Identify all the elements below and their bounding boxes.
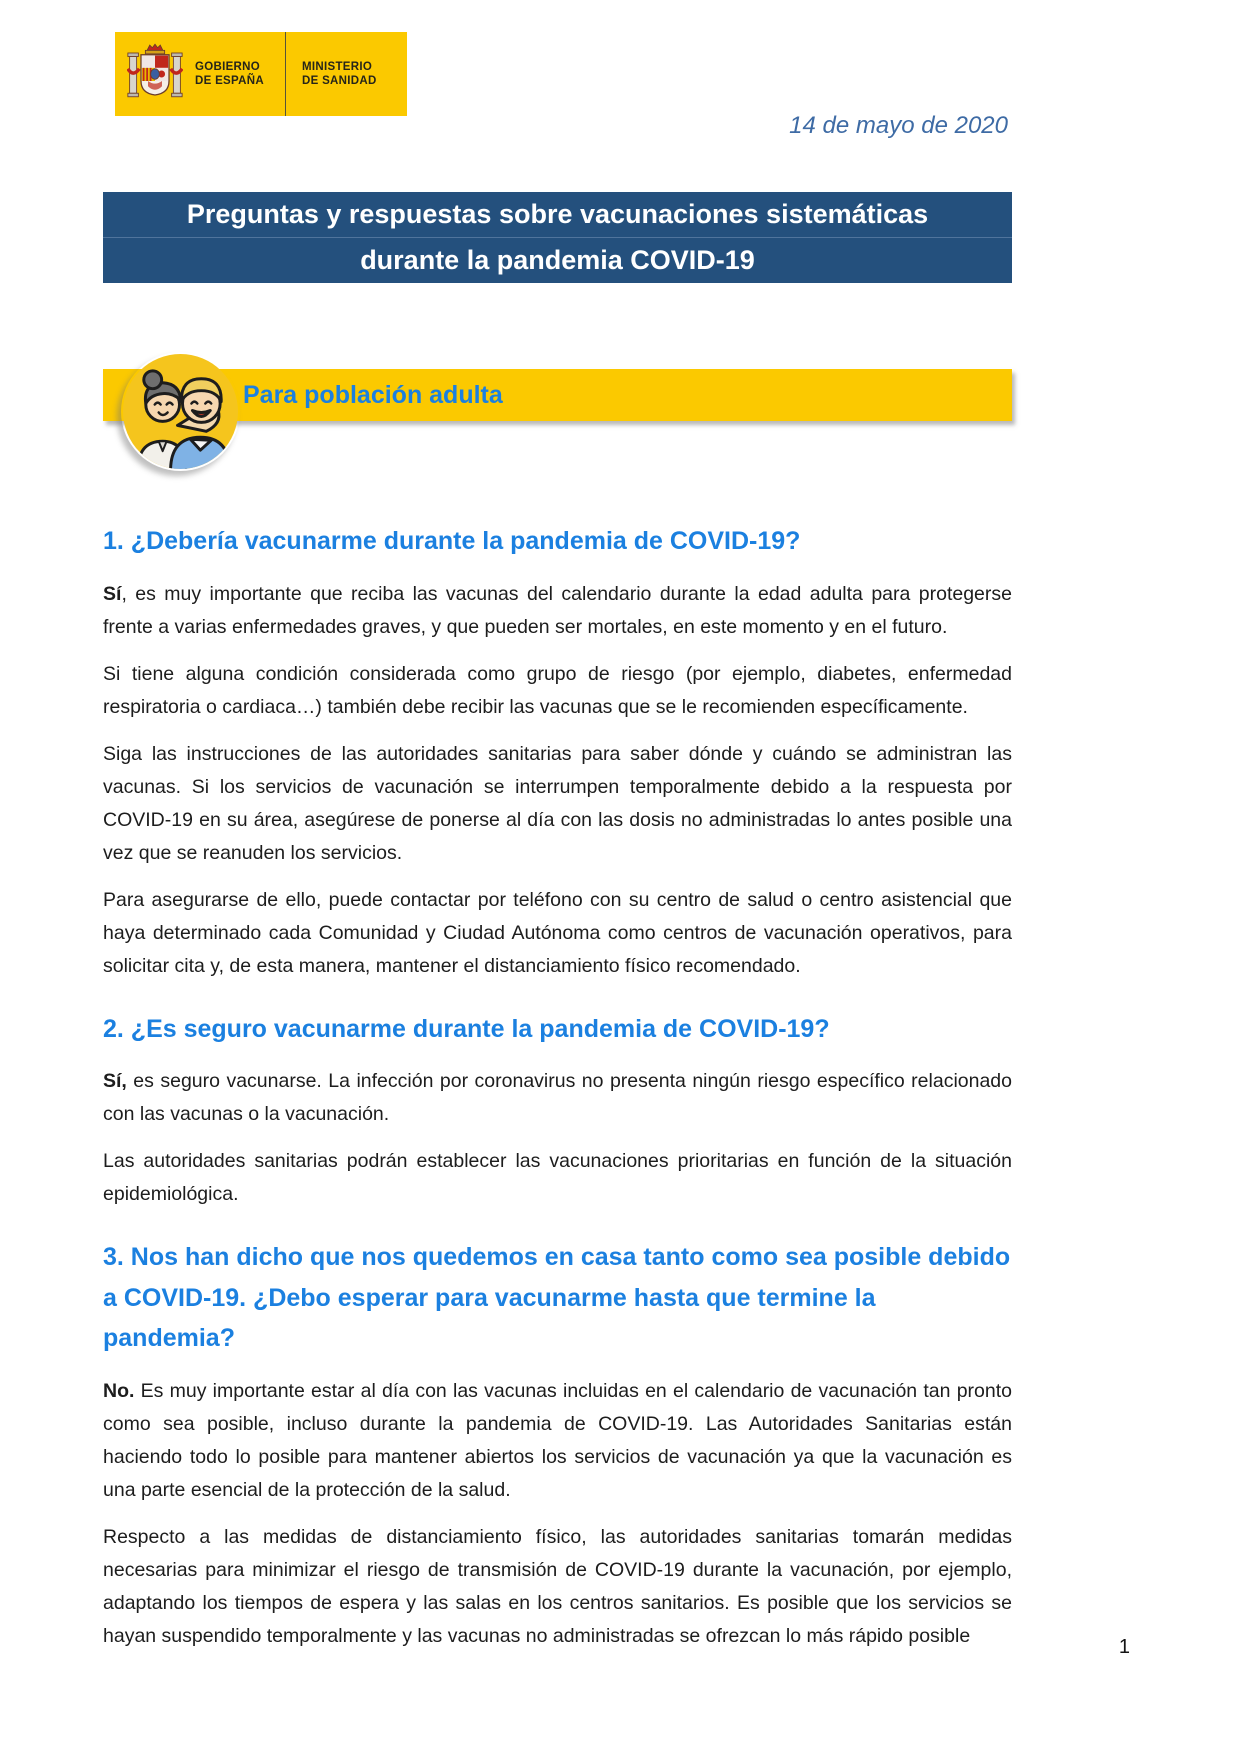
answer-lead: Sí,	[103, 1070, 127, 1092]
answer-paragraph	[103, 658, 1012, 724]
answer-text: es seguro vacunarse. La infección por coronavirus no presenta ningún riesgo específico relacionado con las vacunas o la vacunación.	[103, 1070, 1012, 1125]
question-3-heading: 3. Nos han dicho que nos quedemos en casa tanto como sea posible debido a COVID-19. ¿Debo esperar para vacunarme hasta que termine la pandemia?	[103, 1243, 1011, 1352]
ministerio-line2: DE SANIDAD	[302, 75, 377, 87]
gobierno-label	[195, 60, 283, 88]
answer-text: Respecto a las medidas de distanciamiento físico, las autoridades sanitarias tomarán medidas necesarias para minimizar el riesgo de transmisión de COVID-19 durante la vacunación, por ejemplo, adaptando los tiempos de espera y las salas en los centros sanitarios. Es posible que los servicios se hayan suspendido temporalmente y las vacunas no administradas se ofrezcan lo más rápido posible	[103, 1525, 1012, 1647]
answer-paragraph	[103, 578, 1012, 644]
gobierno-line1: GOBIERNO	[195, 61, 261, 73]
answer-text: Es muy importante estar al día con las vacunas incluidas en el calendario de vacunación tan pronto como sea posible, incluso durante la pandemia de COVID-19. Las Autoridades Sanitarias están haciendo todo lo posible para mantener abiertos los servicios de vacunación ya que la vacunación es una parte esencial de la protección de la salud.	[103, 1379, 1012, 1501]
answer-text: Siga las instrucciones de las autoridades sanitarias para saber dónde y cuándo se administran las vacunas. Si los servicios de vacunación se interrumpen temporalmente debido a la respuesta por COVID-19 en su área, asegúrese de ponerse al día con las dosis no administradas lo antes posible una vez que se reanuden los servicios.	[103, 742, 1012, 864]
title-line-1: Preguntas y respuestas sobre vacunaciones sistemáticas	[186, 199, 929, 229]
ministerio-line1: MINISTERIO	[302, 61, 373, 73]
answer-lead: No.	[103, 1379, 135, 1402]
gobierno-espana-logo	[115, 32, 407, 116]
section-banner	[103, 369, 1012, 421]
section-title: Para población adulta	[243, 381, 503, 409]
question-1-heading: 1. ¿Debería vacunarme durante la pandemia de COVID-19?	[103, 527, 801, 555]
answer-paragraph	[103, 1145, 1012, 1211]
page-number: 1	[1118, 1636, 1130, 1658]
answer-paragraph	[103, 884, 1012, 983]
answer-text: Si tiene alguna condición considerada como grupo de riesgo (por ejemplo, diabetes, enfermedad respiratoria o cardiaca…) también debe recibir las vacunas que se le recomienden específicamente.	[103, 662, 1012, 718]
answer-paragraph	[103, 1521, 1012, 1653]
document-date: 14 de mayo de 2020	[789, 112, 1008, 139]
content-column	[103, 192, 1012, 1667]
answer-paragraph	[103, 738, 1012, 870]
spain-coat-of-arms-icon	[115, 41, 195, 107]
answer-paragraph	[103, 1065, 1012, 1131]
title-line-2: durante la pandemia COVID-19	[103, 237, 1012, 283]
adults-people-icon	[121, 352, 240, 471]
answer-paragraph	[103, 1375, 1012, 1507]
answer-text: Para asegurarse de ello, puede contactar por teléfono con su centro de salud o centro asistencial que haya determinado cada Comunidad y Ciudad Autónoma como centros de vacunación operativos, para solicitar cita y, de esta manera, mantener el distanciamiento físico recomendado.	[103, 888, 1012, 977]
logo-divider	[285, 32, 286, 116]
answer-text: Las autoridades sanitarias podrán establecer las vacunaciones prioritarias en función de la situación epidemiológica.	[103, 1150, 1012, 1205]
answer-text: , es muy importante que reciba las vacunas del calendario durante la edad adulta para protegerse frente a varias enfermedades graves, y que pueden ser mortales, en este momento y en el futuro.	[103, 582, 1012, 638]
title-banner	[103, 192, 1012, 283]
ministerio-label	[302, 60, 377, 88]
gobierno-line2: DE ESPAÑA	[195, 75, 264, 87]
question-2-heading: 2. ¿Es seguro vacunarme durante la pandemia de COVID-19?	[103, 1014, 830, 1043]
answer-lead: Sí	[103, 582, 122, 605]
